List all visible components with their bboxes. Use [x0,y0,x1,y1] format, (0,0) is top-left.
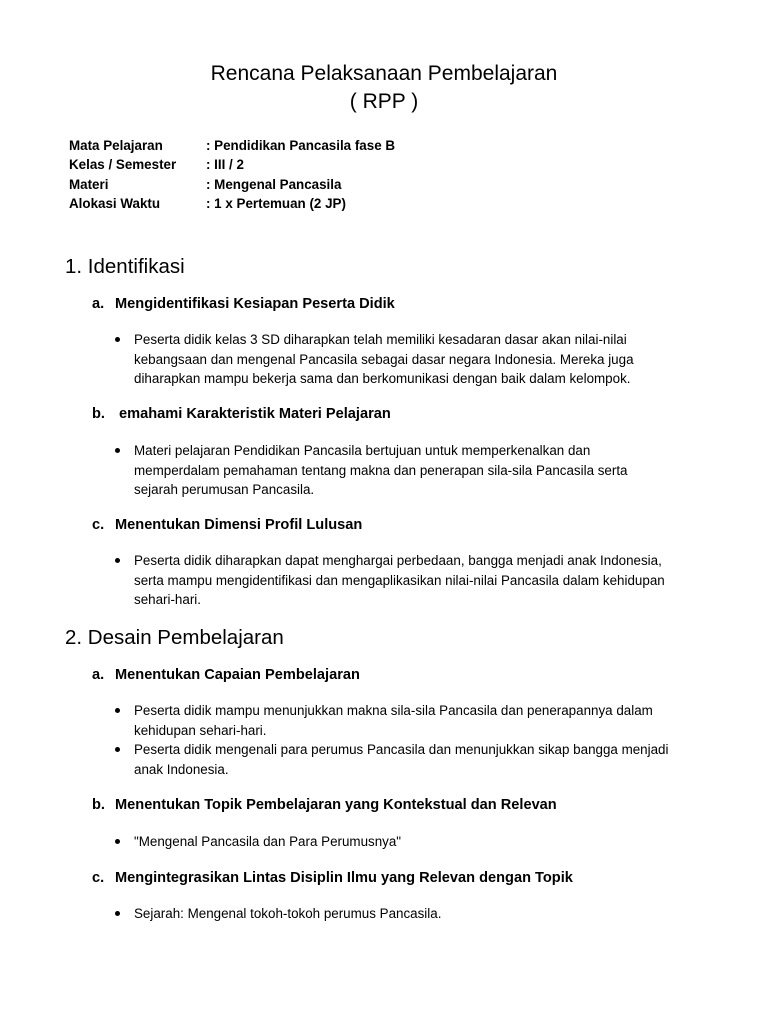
subsection-heading [92,868,573,888]
subsection-letter: c. [92,870,105,886]
subsection-heading [92,665,360,685]
bullet-line: serta mampu mengidentifikasi dan mengaplikasikan nilai-nilai Pancasila dalam kehidupan [134,572,665,588]
bullet-icon [115,337,120,342]
bullet-line: kehidupan sehari-hari. [134,722,267,738]
bullet-line: anak Indonesia. [134,761,229,777]
bullet-line: diharapkan mampu bekerja sama dan berkomunikasi dengan baik dalam kelompok. [134,371,631,387]
title-line-2: ( RPP ) [349,90,419,113]
bullet-line: Peserta didik mampu menunjukkan makna sila-sila Pancasila dan penerapannya dalam [134,703,653,718]
subsection-letter: a. [92,667,105,683]
subsection-letter: b. [92,797,105,813]
meta-value: : III / 2 [206,157,244,173]
section-heading-identifikasi: 1. Identifikasi [65,255,185,278]
subsection-letter: b. [92,406,105,422]
bullet-list [114,904,714,924]
subsection-title: Mengidentifikasi Kesiapan Peserta Didik [115,296,395,312]
bullet-list [114,701,714,779]
bullet-line: sehari-hari. [134,592,201,608]
subsection-heading [92,795,557,815]
meta-value: : 1 x Pertemuan (2 JP) [206,195,346,211]
bullet-line: Peserta didik mengenali para perumus Pancasila dan menunjukkan sikap bangga menjadi [134,742,669,758]
bullet-line: kebangsaan dan mengenal Pancasila sebagai dasar negara Indonesia. Mereka juga [134,351,634,367]
subsection-title: Menentukan Capaian Pembelajaran [115,667,360,683]
bullet-list [114,832,714,852]
list-item [114,330,714,389]
bullet-icon [115,911,120,916]
bullet-list [114,330,714,389]
bullet-line: Peserta didik diharapkan dapat menghargai perbedaan, bangga menjadi anak Indonesia, [134,553,662,568]
bullet-line: Materi pelajaran Pendidikan Pancasila bertujuan untuk memperkenalkan dan [134,443,591,458]
meta-value: : Pendidikan Pancasila fase B [206,138,396,153]
document-title [0,60,768,116]
title-line-1: Rencana Pelaksanaan Pembelajaran [210,62,558,85]
bullet-icon [115,448,120,453]
list-item [114,832,714,852]
meta-label: Kelas / Semester [69,157,177,173]
list-item [114,551,714,610]
subsection-title: emahami Karakteristik Materi Pelajaran [115,406,391,422]
meta-row [69,155,395,174]
section-heading-desain: 2. Desain Pembelajaran [65,626,284,649]
subsection-heading [92,515,362,535]
bullet-line: sejarah perumusan Pancasila. [134,482,315,498]
bullet-icon [115,747,120,752]
bullet-line: Peserta didik kelas 3 SD diharapkan telah memiliki kesadaran dasar akan nilai-nilai [134,332,627,347]
meta-row [69,194,395,213]
list-item [114,701,714,740]
bullet-line: Sejarah: Mengenal tokoh-tokoh perumus Pancasila. [134,906,442,921]
subsection-title: Mengintegrasikan Lintas Disiplin Ilmu yang Relevan dengan Topik [115,870,573,886]
bullet-icon [115,558,120,563]
list-item [114,441,714,500]
meta-value: : Mengenal Pancasila [206,176,342,192]
meta-label: Materi [69,176,109,192]
subsection-title: Menentukan Dimensi Profil Lulusan [115,517,363,533]
bullet-icon [115,708,120,713]
subsection-heading [92,294,395,314]
bullet-list [114,441,714,500]
subsection-letter: a. [92,296,105,312]
meta-label: Mata Pelajaran [69,138,163,153]
subsection-heading [92,404,391,424]
bullet-list [114,551,714,610]
bullet-line: "Mengenal Pancasila dan Para Perumusnya" [134,834,402,849]
bullet-line: memperdalam pemahaman tentang makna dan penerapan sila-sila Pancasila serta [134,462,628,478]
bullet-icon [115,839,120,844]
meta-row [69,175,395,194]
list-item [114,740,714,779]
meta-row [69,136,395,155]
subsection-letter: c. [92,517,105,533]
meta-label: Alokasi Waktu [69,195,161,211]
list-item [114,904,714,924]
subsection-title: Menentukan Topik Pembelajaran yang Kontekstual dan Relevan [115,797,557,813]
meta-table [69,136,395,213]
